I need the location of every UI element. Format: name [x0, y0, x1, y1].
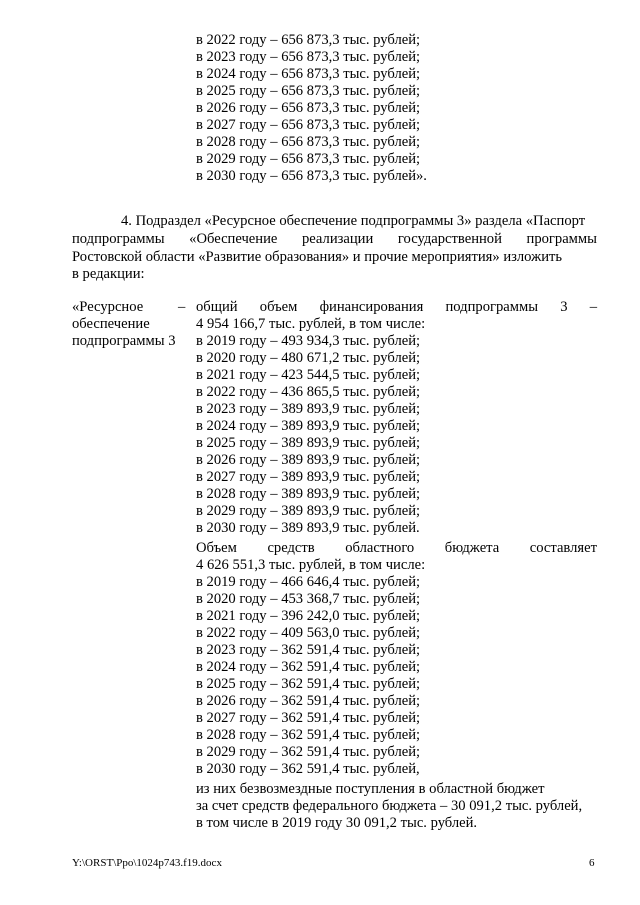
- regional-year-line: в 2026 году – 362 591,4 тыс. рублей;: [196, 693, 421, 709]
- total-year-line: в 2024 году – 389 893,9 тыс. рублей;: [196, 418, 421, 434]
- word: 3: [560, 299, 568, 315]
- word: объем: [259, 299, 298, 315]
- total-financing-line-2: 4 954 166,7 тыс. рублей, в том числе:: [196, 316, 426, 332]
- top-year-line: в 2028 году – 656 873,3 тыс. рублей;: [196, 134, 421, 150]
- total-year-line: в 2023 году – 389 893,9 тыс. рублей;: [196, 401, 421, 417]
- federal-note-line-2: за счет средств федерального бюджета – 30 091,2 тыс. рублей,: [196, 798, 583, 814]
- word: программы: [526, 231, 597, 247]
- page-number: 6: [589, 857, 595, 869]
- word: финансирования: [319, 299, 424, 315]
- regional-year-line: в 2028 году – 362 591,4 тыс. рублей;: [196, 727, 421, 743]
- regional-year-line: в 2030 году – 362 591,4 тыс. рублей,: [196, 761, 420, 777]
- word: –: [589, 299, 597, 315]
- resource-label-line-2: обеспечение: [72, 316, 150, 332]
- footer-file-path: Y:\ORST\Ppo\1024p743.f19.docx: [72, 857, 222, 869]
- word: общий: [196, 299, 238, 315]
- paragraph-4-line-2: [72, 231, 597, 248]
- paragraph-4-line-1: 4. Подраздел «Ресурсное обеспечение подпрограммы 3» раздела «Паспорт: [121, 213, 586, 229]
- regional-year-line: в 2024 году – 362 591,4 тыс. рублей;: [196, 659, 421, 675]
- regional-year-line: в 2029 году – 362 591,4 тыс. рублей;: [196, 744, 421, 760]
- word: реализации: [301, 231, 374, 247]
- top-year-line: в 2025 году – 656 873,3 тыс. рублей;: [196, 83, 421, 99]
- regional-year-line: в 2022 году – 409 563,0 тыс. рублей;: [196, 625, 421, 641]
- regional-year-line: в 2025 году – 362 591,4 тыс. рублей;: [196, 676, 421, 692]
- regional-year-line: в 2027 году – 362 591,4 тыс. рублей;: [196, 710, 421, 726]
- top-year-line: в 2024 году – 656 873,3 тыс. рублей;: [196, 66, 421, 82]
- word: подпрограммы: [445, 299, 539, 315]
- word: Объем: [196, 540, 237, 556]
- word: бюджета: [444, 540, 500, 556]
- regional-budget-line-2: 4 626 551,3 тыс. рублей, в том числе:: [196, 557, 426, 573]
- resource-label-line-1: «Ресурсное: [72, 299, 144, 315]
- top-year-line: в 2027 году – 656 873,3 тыс. рублей;: [196, 117, 421, 133]
- top-year-line: в 2023 году – 656 873,3 тыс. рублей;: [196, 49, 421, 65]
- total-year-line: в 2029 году – 389 893,9 тыс. рублей;: [196, 503, 421, 519]
- regional-budget-line-1: [196, 540, 597, 557]
- top-year-line: в 2026 году – 656 873,3 тыс. рублей;: [196, 100, 421, 116]
- total-year-line: в 2020 году – 480 671,2 тыс. рублей;: [196, 350, 421, 366]
- resource-label-line-3: подпрограммы 3: [72, 333, 176, 349]
- total-year-line: в 2025 году – 389 893,9 тыс. рублей;: [196, 435, 421, 451]
- regional-year-line: в 2019 году – 466 646,4 тыс. рублей;: [196, 574, 421, 590]
- total-year-line: в 2030 году – 389 893,9 тыс. рублей.: [196, 520, 420, 536]
- total-year-line: в 2028 году – 389 893,9 тыс. рублей;: [196, 486, 421, 502]
- regional-year-line: в 2023 году – 362 591,4 тыс. рублей;: [196, 642, 421, 658]
- word: государственной: [397, 231, 502, 247]
- word: подпрограммы: [72, 231, 165, 247]
- top-year-line: в 2022 году – 656 873,3 тыс. рублей;: [196, 32, 421, 48]
- top-year-line: в 2030 году – 656 873,3 тыс. рублей».: [196, 168, 427, 184]
- top-year-line: в 2029 году – 656 873,3 тыс. рублей;: [196, 151, 421, 167]
- word: «Обеспечение: [189, 231, 278, 247]
- total-year-line: в 2019 году – 493 934,3 тыс. рублей;: [196, 333, 421, 349]
- word: средств: [267, 540, 315, 556]
- regional-year-line: в 2021 году – 396 242,0 тыс. рублей;: [196, 608, 421, 624]
- total-financing-line-1: [196, 299, 597, 316]
- federal-note-line-3: в том числе в 2019 году 30 091,2 тыс. рублей.: [196, 815, 478, 831]
- federal-note-line-1: из них безвозмездные поступления в областной бюджет: [196, 781, 545, 797]
- total-year-line: в 2021 году – 423 544,5 тыс. рублей;: [196, 367, 421, 383]
- total-year-line: в 2027 году – 389 893,9 тыс. рублей;: [196, 469, 421, 485]
- word: составляет: [529, 540, 597, 556]
- paragraph-4-line-3: Ростовской области «Развитие образования» и прочие мероприятия» изложить: [72, 249, 563, 265]
- total-year-line: в 2022 году – 436 865,5 тыс. рублей;: [196, 384, 421, 400]
- label-dash: –: [178, 299, 186, 315]
- paragraph-4-line-4: в редакции:: [72, 266, 145, 282]
- regional-year-line: в 2020 году – 453 368,7 тыс. рублей;: [196, 591, 421, 607]
- word: областного: [345, 540, 415, 556]
- total-year-line: в 2026 году – 389 893,9 тыс. рублей;: [196, 452, 421, 468]
